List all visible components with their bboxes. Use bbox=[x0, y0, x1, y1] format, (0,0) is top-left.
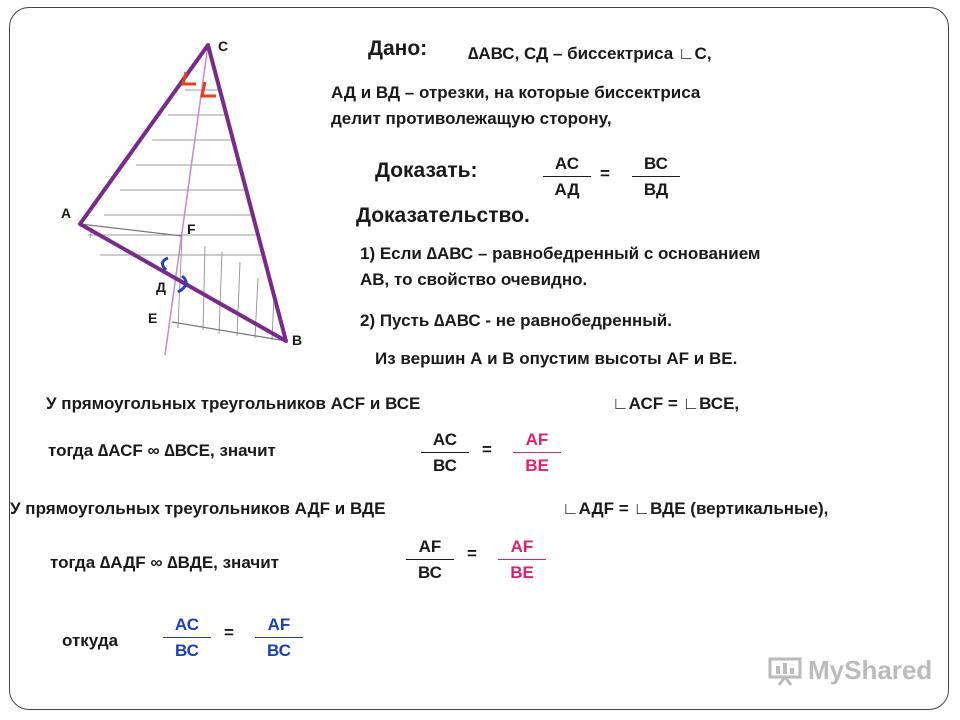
row2-right-den: ВЕ bbox=[525, 456, 549, 475]
row2-equals: = bbox=[482, 440, 492, 459]
row2-left-den: ВС bbox=[433, 456, 457, 475]
proof-step1-line1: 1) Если ∆АВС – равнобедренный с основанием bbox=[360, 244, 761, 263]
prove-heading: Доказать: bbox=[375, 159, 478, 182]
row5-right-num: АF bbox=[255, 615, 303, 638]
row4-right-den: ВЕ bbox=[510, 563, 534, 582]
given-line2: АД и ВД – отрезки, на которые биссектриса bbox=[331, 83, 701, 102]
row5-fraction-left bbox=[163, 615, 211, 661]
row2-left-num: АС bbox=[421, 430, 469, 453]
angle-mark-d1 bbox=[162, 258, 168, 270]
row1-text: У прямоугольных треугольников АСF и ВСЕ bbox=[46, 394, 421, 413]
row4-right-num: АF bbox=[498, 537, 546, 560]
presentation-icon bbox=[768, 656, 802, 686]
row5-left-num: АС bbox=[163, 615, 211, 638]
row4-left-den: ВС bbox=[418, 563, 442, 582]
prove-equals: = bbox=[600, 164, 610, 183]
given-heading: Дано: bbox=[368, 37, 428, 60]
prove-right-num: ВС bbox=[632, 154, 680, 177]
vertex-label-a: А bbox=[61, 205, 72, 221]
prove-right-den: ВД bbox=[643, 180, 669, 199]
row1-angles: ∟АСF = ∟ВСЕ, bbox=[612, 394, 740, 413]
hatch-lines bbox=[88, 90, 274, 340]
prove-fraction-left bbox=[543, 154, 591, 200]
row2-right-num: АF bbox=[513, 430, 561, 453]
row5-text: откуда bbox=[62, 631, 119, 650]
point-label-f: F bbox=[187, 221, 196, 237]
myshared-watermark bbox=[768, 655, 932, 686]
row2-text: тогда ∆АСF ∞ ∆ВСЕ, значит bbox=[48, 441, 276, 460]
given-line3: делит противолежащую сторону, bbox=[331, 109, 612, 128]
row4-equals: = bbox=[467, 544, 477, 563]
angle-mark-c2 bbox=[202, 82, 216, 96]
row2-fraction-right bbox=[513, 430, 561, 476]
triangle-abc bbox=[80, 45, 286, 341]
row4-left-num: АF bbox=[406, 537, 454, 560]
row3-text: У прямоугольных треугольников АДF и ВДЕ bbox=[10, 499, 386, 518]
proof-heading: Доказательство. bbox=[356, 204, 530, 227]
row2-fraction-left bbox=[421, 430, 469, 476]
row5-right-den: ВС bbox=[267, 641, 291, 660]
point-label-e: Е bbox=[148, 310, 158, 326]
row3-angles: ∟АДF = ∟ВДЕ (вертикальные), bbox=[562, 499, 829, 518]
proof-step3: Из вершин А и В опустим высоты АF и ВЕ. bbox=[375, 349, 738, 368]
row4-fraction-right bbox=[498, 537, 546, 583]
row5-left-den: ВС bbox=[175, 641, 199, 660]
row4-text: тогда ∆АДF ∞ ∆ВДЕ, значит bbox=[50, 553, 280, 572]
vertex-label-b: В bbox=[292, 332, 303, 348]
given-line1: ∆АВС, СД – биссектриса ∟С, bbox=[468, 44, 712, 63]
point-label-d: Д bbox=[156, 279, 166, 295]
proof-step2: 2) Пусть ∆АВС - не равнобедренный. bbox=[360, 311, 672, 330]
prove-fraction-right bbox=[632, 154, 680, 200]
prove-left-num: АС bbox=[543, 154, 591, 177]
proof-step1-line2: АВ, то свойство очевидно. bbox=[360, 270, 588, 289]
row5-equals: = bbox=[224, 623, 234, 642]
row4-fraction-left bbox=[406, 537, 454, 583]
watermark-brand: MyShared bbox=[808, 655, 933, 685]
prove-left-den: АД bbox=[554, 180, 580, 199]
vertex-label-c: С bbox=[218, 38, 229, 54]
row5-fraction-right bbox=[255, 615, 303, 661]
